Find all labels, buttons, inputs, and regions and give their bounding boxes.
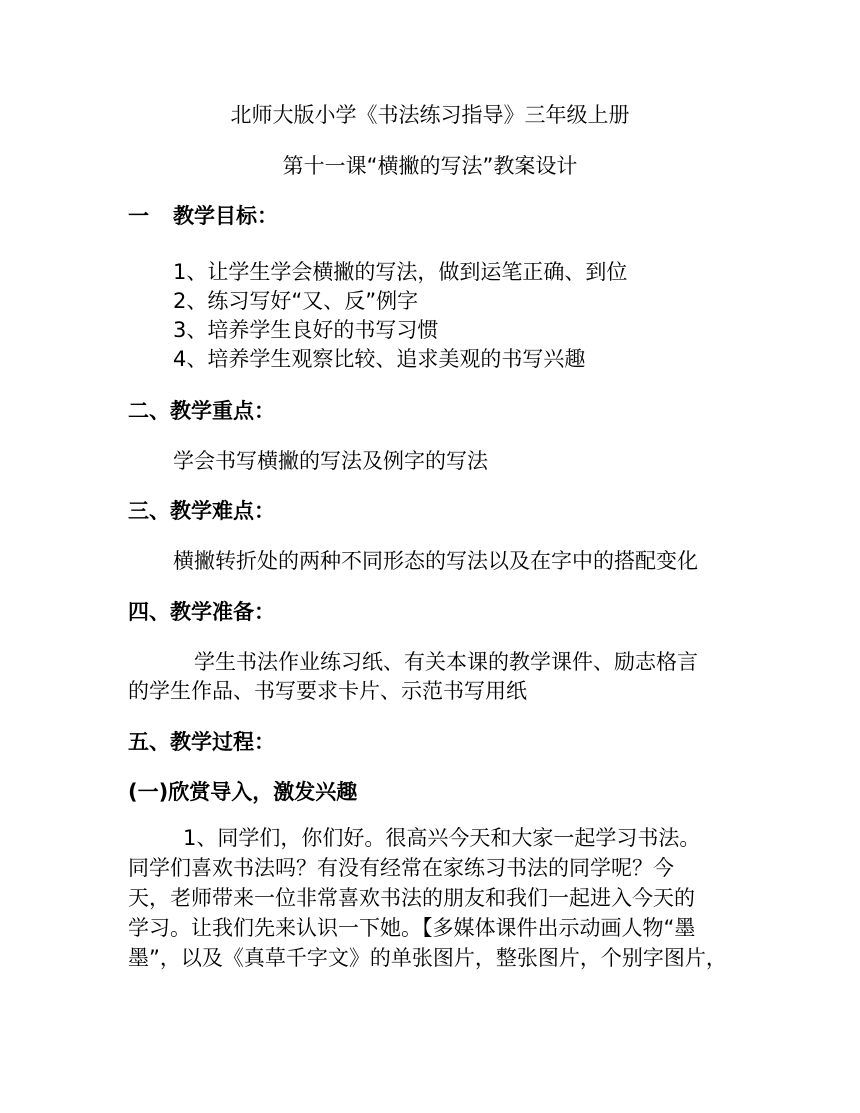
paragraph-line: 天，老师带来一位非常喜欢书法的朋友和我们一起进入今天的 — [128, 886, 695, 910]
key-points-text: 学会书写横撇的写法及例字的写法 — [173, 449, 488, 473]
paragraph-line: 1、同学们，你们好。很高兴今天和大家一起学习书法。 — [183, 826, 701, 850]
subsection-heading: (一)欣赏导入，激发兴趣 — [128, 780, 358, 804]
objective-item: 1、让学生学会横撇的写法，做到运笔正确、到位 — [173, 260, 628, 284]
paragraph-line: 学习。让我们先来认识一下她。【多媒体课件出示动画人物“墨 — [128, 916, 696, 940]
preparation-text-line: 的学生作品、书写要求卡片、示范书写用纸 — [128, 679, 527, 703]
section-heading-process: 五、教学过程： — [128, 730, 275, 754]
section-heading-preparation: 四、教学准备： — [128, 600, 275, 624]
objective-item: 3、培养学生良好的书写习惯 — [173, 318, 439, 342]
document-title: 北师大版小学《书法练习指导》三年级上册 — [230, 103, 630, 127]
document-subtitle: 第十一课“横撇的写法”教案设计 — [282, 154, 578, 178]
section-heading-objectives — [128, 202, 278, 230]
objective-item: 2、练习写好“又、反”例字 — [173, 289, 419, 313]
objective-item: 4、培养学生观察比较、追求美观的书写兴趣 — [173, 347, 586, 371]
paragraph-line: 同学们喜欢书法吗？有没有经常在家练习书法的同学呢？今 — [128, 856, 674, 880]
section-heading-label: 教学目标： — [173, 204, 278, 228]
paragraph-line: 墨”，以及《真草千字文》的单张图片，整张图片，个别字图片， — [128, 946, 727, 970]
section-heading-key-points: 二、教学重点： — [128, 399, 275, 423]
preparation-text-line: 学生书法作业练习纸、有关本课的教学课件、励志格言 — [194, 650, 698, 674]
section-heading-difficulties: 三、教学难点： — [128, 499, 275, 523]
section-number: 一 — [128, 204, 149, 228]
difficulties-text: 横撇转折处的两种不同形态的写法以及在字中的搭配变化 — [173, 549, 698, 573]
